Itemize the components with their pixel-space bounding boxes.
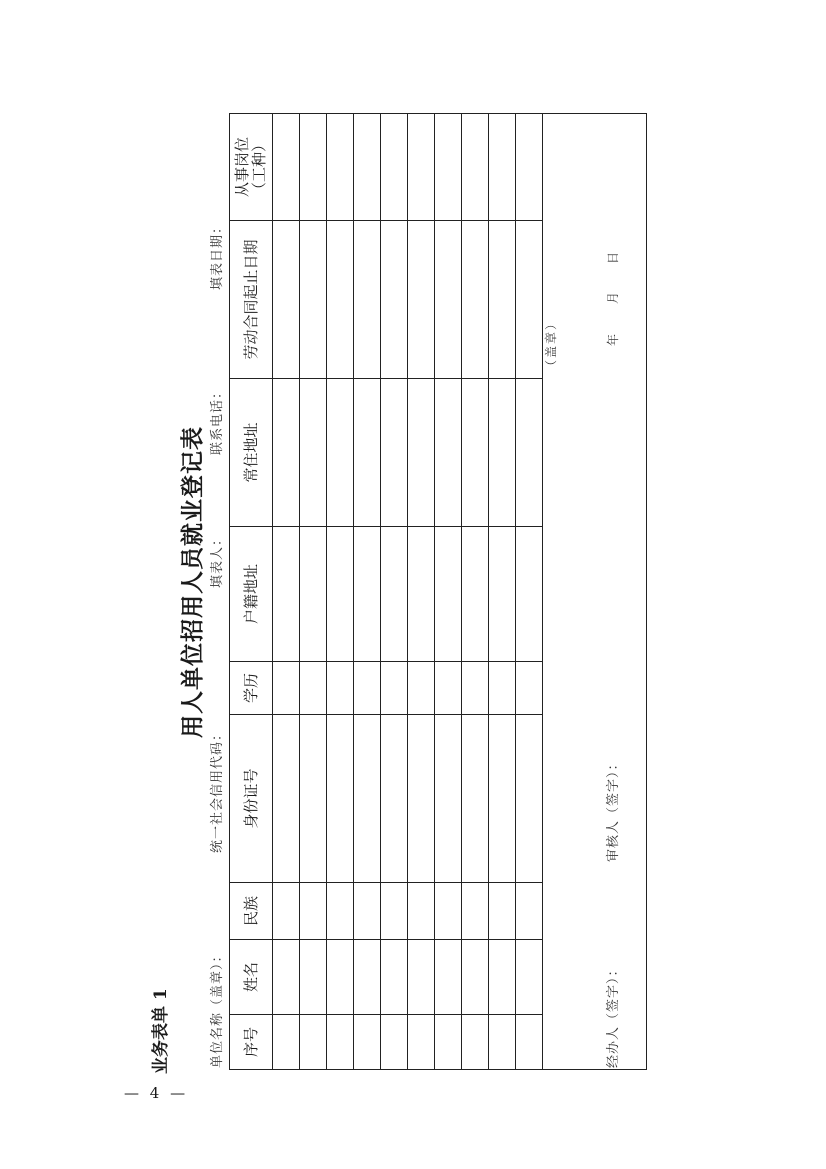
table-row: [435, 114, 462, 1070]
table-cell[interactable]: [408, 221, 435, 379]
table-cell[interactable]: [516, 1015, 543, 1070]
table-cell[interactable]: [489, 883, 516, 940]
table-row: [408, 114, 435, 1070]
column-header: 学历: [230, 662, 273, 715]
registration-table-wrapper: [229, 114, 621, 1070]
table-row: [273, 114, 300, 1070]
table-cell[interactable]: [462, 527, 489, 662]
column-header: 序号: [230, 1015, 273, 1070]
table-cell[interactable]: [489, 662, 516, 715]
field-credit-code: 统一社会信用代码：: [210, 726, 225, 853]
table-cell[interactable]: [354, 715, 381, 883]
table-cell[interactable]: [354, 940, 381, 1015]
table-cell[interactable]: [273, 379, 300, 527]
table-header-row: [230, 114, 273, 1070]
table-cell[interactable]: [516, 883, 543, 940]
table-cell[interactable]: [435, 379, 462, 527]
table-cell[interactable]: [300, 379, 327, 527]
table-cell[interactable]: [381, 1015, 408, 1070]
date-year: 年: [606, 333, 620, 346]
table-cell[interactable]: [462, 114, 489, 221]
table-row: [300, 114, 327, 1070]
table-cell[interactable]: [435, 1015, 462, 1070]
column-header: 身份证号: [230, 715, 273, 883]
signature-area: [543, 114, 647, 1070]
table-cell[interactable]: [327, 379, 354, 527]
table-cell[interactable]: [300, 221, 327, 379]
table-cell[interactable]: [408, 379, 435, 527]
table-cell[interactable]: [354, 883, 381, 940]
table-cell[interactable]: [273, 940, 300, 1015]
table-cell[interactable]: [462, 715, 489, 883]
seal-mark: （盖章）: [544, 315, 558, 372]
table-cell[interactable]: [435, 221, 462, 379]
table-footer-row: [543, 114, 647, 1070]
table-cell[interactable]: [327, 940, 354, 1015]
date-month: 月: [606, 291, 620, 304]
table-cell[interactable]: [381, 715, 408, 883]
column-header: 户籍地址: [230, 527, 273, 662]
table-cell[interactable]: [381, 114, 408, 221]
page-title: 用人单位招用人员就业登记表: [179, 426, 206, 738]
table-cell[interactable]: [381, 379, 408, 527]
table-cell[interactable]: [408, 114, 435, 221]
date-day: 日: [606, 251, 620, 264]
table-cell[interactable]: [408, 527, 435, 662]
table-row: [381, 114, 408, 1070]
table-cell[interactable]: [381, 527, 408, 662]
table-cell[interactable]: [300, 940, 327, 1015]
table-cell[interactable]: [462, 883, 489, 940]
table-cell[interactable]: [300, 1015, 327, 1070]
table-cell[interactable]: [435, 527, 462, 662]
table-cell[interactable]: [435, 715, 462, 883]
table-cell[interactable]: [327, 114, 354, 221]
table-cell[interactable]: [273, 527, 300, 662]
table-cell[interactable]: [462, 1015, 489, 1070]
handler-signature: 经办人（签字）：: [606, 962, 621, 1068]
table-cell[interactable]: [462, 662, 489, 715]
table-cell[interactable]: [435, 662, 462, 715]
form-id: 业务表单 1: [151, 988, 171, 1074]
table-cell[interactable]: [300, 662, 327, 715]
table-cell[interactable]: [435, 883, 462, 940]
table-cell[interactable]: [354, 379, 381, 527]
table-cell[interactable]: [489, 715, 516, 883]
table-row: [516, 114, 543, 1070]
table-cell[interactable]: [300, 527, 327, 662]
table-cell[interactable]: [354, 527, 381, 662]
table-cell[interactable]: [516, 940, 543, 1015]
table-cell[interactable]: [300, 883, 327, 940]
table-cell[interactable]: [435, 940, 462, 1015]
table-cell[interactable]: [273, 883, 300, 940]
table-cell[interactable]: [462, 379, 489, 527]
table-cell[interactable]: [300, 715, 327, 883]
table-cell[interactable]: [327, 715, 354, 883]
field-unit-name: 单位名称（盖章）：: [210, 948, 225, 1068]
column-header: 常住地址: [230, 379, 273, 527]
table-row: [327, 114, 354, 1070]
table-cell[interactable]: [489, 379, 516, 527]
table-cell[interactable]: [354, 1015, 381, 1070]
table-cell[interactable]: [435, 114, 462, 221]
table-cell[interactable]: [408, 662, 435, 715]
table-cell[interactable]: [489, 221, 516, 379]
table-cell[interactable]: [273, 114, 300, 221]
table-cell[interactable]: [273, 715, 300, 883]
table-cell[interactable]: [300, 114, 327, 221]
table-row: [462, 114, 489, 1070]
table-cell[interactable]: [381, 940, 408, 1015]
table-cell[interactable]: [489, 940, 516, 1015]
table-cell[interactable]: [408, 715, 435, 883]
column-header: 民族: [230, 883, 273, 940]
table-cell[interactable]: [354, 662, 381, 715]
field-phone: 联系电话：: [210, 384, 225, 455]
reviewer-signature: 审核人（签字）：: [606, 756, 621, 862]
table-cell[interactable]: [489, 527, 516, 662]
field-fill-date: 填表日期：: [210, 219, 225, 290]
table-cell[interactable]: [516, 662, 543, 715]
table-cell[interactable]: [327, 662, 354, 715]
table-cell[interactable]: [381, 662, 408, 715]
table-cell[interactable]: [516, 221, 543, 379]
table-cell[interactable]: [462, 940, 489, 1015]
field-filler: 填表人：: [210, 531, 225, 588]
table-cell[interactable]: [327, 527, 354, 662]
table-cell[interactable]: [408, 940, 435, 1015]
table-cell[interactable]: [516, 114, 543, 221]
registration-table: [229, 113, 647, 1070]
table-cell[interactable]: [516, 715, 543, 883]
table-cell[interactable]: [327, 1015, 354, 1070]
table-cell[interactable]: [408, 1015, 435, 1070]
page-number: — 4 —: [124, 1084, 189, 1102]
table-cell[interactable]: [489, 1015, 516, 1070]
table-row: [354, 114, 381, 1070]
table-cell[interactable]: [381, 221, 408, 379]
table-cell[interactable]: [489, 114, 516, 221]
table-cell[interactable]: [516, 527, 543, 662]
table-cell[interactable]: [273, 221, 300, 379]
table-cell[interactable]: [354, 221, 381, 379]
table-cell[interactable]: [327, 221, 354, 379]
column-header: 姓名: [230, 940, 273, 1015]
table-cell[interactable]: [273, 662, 300, 715]
table-cell[interactable]: [354, 114, 381, 221]
table-cell[interactable]: [327, 883, 354, 940]
table-cell[interactable]: [462, 221, 489, 379]
table-cell[interactable]: [408, 883, 435, 940]
column-header-job: 从事岗位 （工种）: [230, 114, 273, 221]
table-cell[interactable]: [273, 1015, 300, 1070]
table-cell[interactable]: [516, 379, 543, 527]
table-cell[interactable]: [381, 883, 408, 940]
table-row: [489, 114, 516, 1070]
column-header: 劳动合同起止日期: [230, 221, 273, 379]
